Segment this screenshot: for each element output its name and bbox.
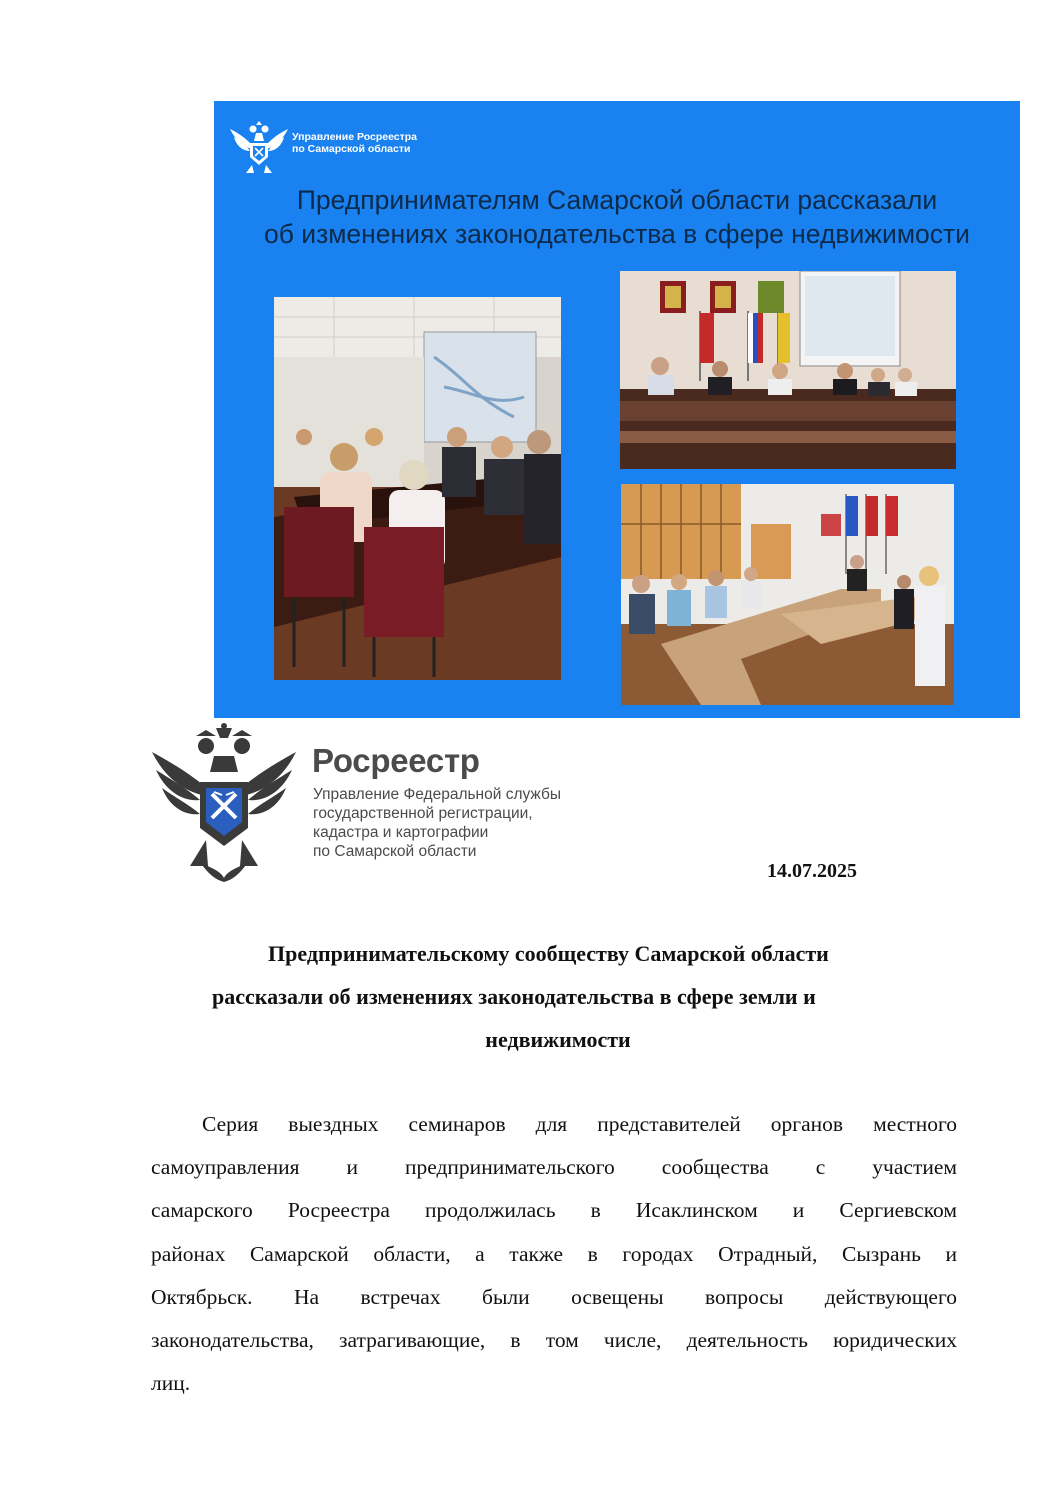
photo-conference-room <box>621 484 954 705</box>
article-title-line: недвижимости <box>485 1027 631 1052</box>
brand-subtitle <box>313 785 633 861</box>
paragraph-line: районах Самарской области, а также в городах Отрадный, Сызрань и <box>151 1241 957 1266</box>
brand-subtitle-line: Управление Федеральной службы <box>313 786 561 803</box>
article-title-line: рассказали об изменениях законодательства в сфере земли и <box>212 984 816 1009</box>
brand-subtitle-line: кадастра и картографии <box>313 824 489 841</box>
paragraph-line: самоуправления и предпринимательского сообщества с участием <box>151 1155 957 1180</box>
paragraph-line: Серия выездных семинаров для представителей органов местного <box>202 1112 957 1136</box>
banner-org-line: Управление Росреестра <box>292 131 418 143</box>
paragraph-line: лиц. <box>151 1371 191 1396</box>
article-title-line: Предпринимательскому сообществу Самарской области <box>268 941 829 966</box>
document-date: 14.07.2025 <box>767 860 857 882</box>
banner-org-name <box>292 131 492 155</box>
paragraph-line: законодательства, затрагивающие, в том числе, деятельность юридических <box>151 1327 957 1352</box>
rosreestr-eagle-logo-icon <box>226 115 292 175</box>
banner-headline-line: Предпринимателям Самарской области рассказали <box>296 185 938 215</box>
double-headed-eagle-emblem-icon <box>150 722 298 884</box>
banner-headline <box>214 183 1020 251</box>
banner-org-line: по Самарской области <box>292 143 411 155</box>
paragraph-line: Октябрьск. На встречах были освещены вопросы действующего <box>151 1284 957 1309</box>
paragraph-line: самарского Росреестра продолжилась в Исаклинском и Сергиевском <box>151 1198 957 1223</box>
photo-meeting-table <box>274 297 561 680</box>
article-body-paragraph <box>151 1103 957 1405</box>
news-banner <box>214 101 1020 718</box>
brand-subtitle-line: государственной регистрации, <box>313 805 533 822</box>
article-title <box>150 932 960 1061</box>
brand-name: Росреестр <box>312 742 480 779</box>
brand-subtitle-line: по Самарской области <box>313 843 477 860</box>
photo-presidium <box>620 271 956 469</box>
banner-headline-line: об изменениях законодательства в сфере недвижимости <box>263 219 970 249</box>
